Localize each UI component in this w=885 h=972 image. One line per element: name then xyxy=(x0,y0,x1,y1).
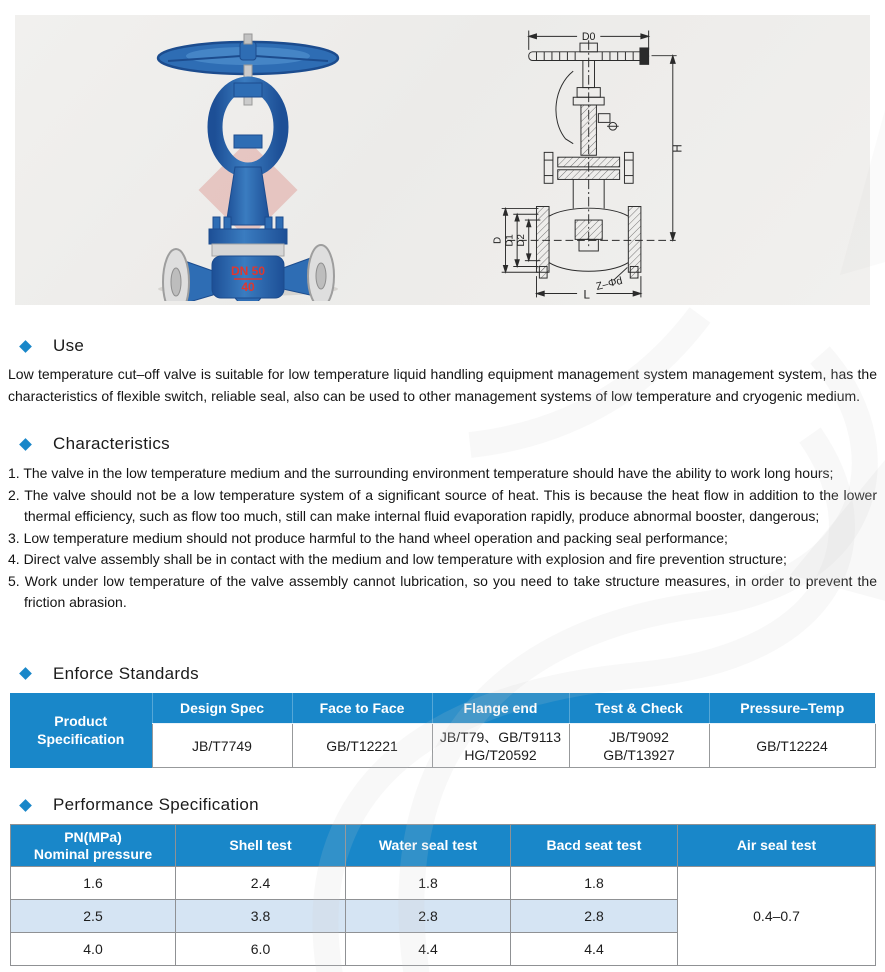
face-to-face-value: GB/T12221 xyxy=(292,724,432,768)
characteristic-item: 1. The valve in the low temperature medium and the surrounding environment temperature should have the ability to work long hours; xyxy=(8,465,834,481)
table-row xyxy=(11,867,876,900)
gland-band xyxy=(212,244,284,256)
enforce-header-row xyxy=(10,693,875,724)
performance-table xyxy=(10,824,876,966)
dim-label-d1: D1 xyxy=(504,234,516,247)
dim-label-d0: D0 xyxy=(581,31,596,44)
test-check-line1: JB/T9092 xyxy=(609,728,669,745)
bacd-seat-value: 1.8 xyxy=(511,867,678,900)
section-characteristics xyxy=(0,434,885,614)
water-seal-value: 1.8 xyxy=(346,867,511,900)
flange-end-line2: HG/T20592 xyxy=(464,746,537,763)
enforce-standards-header xyxy=(0,664,885,684)
dim-label-d2: D2 xyxy=(515,234,527,247)
pn-value: 2.5 xyxy=(11,900,176,933)
dim-label-h: H xyxy=(671,144,685,153)
pressure-temp-value: GB/T12224 xyxy=(709,724,875,768)
performance-header xyxy=(0,795,885,815)
characteristic-item: 3. Low temperature medium should not produce harmful to the hand wheel operation and packing seal performance; xyxy=(8,529,728,546)
col-header-test-check: Test & Check xyxy=(569,693,709,724)
characteristics-header xyxy=(0,434,885,454)
characteristic-item: 4. Direct valve assembly shall be in contact with the medium and low temperature with explosion and fire prevention structure; xyxy=(8,551,787,567)
dim-label-d: D xyxy=(492,236,504,244)
characteristic-item: 5. Work under low temperature of the valve assembly cannot lubrication, so you need to take structure measures, in order to prevent the friction abrasion. xyxy=(8,572,877,610)
bonnet-flange xyxy=(209,229,287,244)
shell-test-value: 2.4 xyxy=(176,867,346,900)
product-page xyxy=(0,15,885,966)
col-header-flange-end: Flange end xyxy=(432,693,569,724)
characteristics-title: Characteristics xyxy=(53,434,170,453)
diamond-bullet-icon xyxy=(19,340,32,353)
characteristics-list xyxy=(8,463,877,614)
shell-test-value: 3.8 xyxy=(176,900,346,933)
air-seal-value: 0.4–0.7 xyxy=(678,867,876,966)
col-header-design-spec: Design Spec xyxy=(152,693,292,724)
valve-technical-drawing xyxy=(480,17,708,309)
test-check-value xyxy=(569,724,709,768)
water-seal-value: 2.8 xyxy=(346,900,511,933)
diamond-bullet-icon xyxy=(19,438,32,451)
pn-value: 1.6 xyxy=(11,867,176,900)
col-header-air-seal-test: Air seal test xyxy=(678,825,876,867)
col-header-pn xyxy=(11,825,176,867)
size-label-top: DN 50 xyxy=(230,264,266,278)
section-enforce-standards xyxy=(0,664,885,769)
product-specification-cell: Product Specification xyxy=(10,693,152,768)
dim-label-l: L xyxy=(583,288,590,302)
section-use xyxy=(0,336,885,407)
pn-header-line1: PN(MPa) xyxy=(64,828,122,845)
flange-end-line1: JB/T79、GB/T9113 xyxy=(439,728,562,745)
characteristic-item: 2. The valve should not be a low temperature system of a significant source of heat. This is because the heat flow in addition to the lower thermal efficiency, such as flow too much, still can make internal fluid evaporation rapidly, produce abnormal booster, dangerous; xyxy=(8,486,877,524)
use-title: Use xyxy=(53,336,85,355)
water-seal-value: 4.4 xyxy=(346,933,511,966)
performance-title: Performance Specification xyxy=(53,795,259,814)
enforce-standards-title: Enforce Standards xyxy=(53,663,199,683)
col-header-bacd-seat-test: Bacd seat test xyxy=(511,825,678,867)
enforce-standards-table xyxy=(10,693,876,769)
product-images-banner xyxy=(15,15,870,305)
bacd-seat-value: 4.4 xyxy=(511,933,678,966)
diamond-bullet-icon xyxy=(19,667,32,680)
size-label-bottom: 40 xyxy=(241,280,255,294)
col-header-water-seal-test: Water seal test xyxy=(346,825,511,867)
col-header-pressure-temp: Pressure–Temp xyxy=(709,693,875,724)
diamond-bullet-icon xyxy=(19,799,32,812)
use-header xyxy=(0,336,885,356)
valve-photo xyxy=(123,25,373,301)
dim-label-bolt: Z–Φd xyxy=(594,274,624,293)
col-header-shell-test: Shell test xyxy=(176,825,346,867)
performance-header-row xyxy=(11,825,876,867)
pn-header-line2: Nominal pressure xyxy=(33,845,153,862)
use-description: Low temperature cut–off valve is suitable for low temperature liquid handling equipment management system management system, has the characteristics of flexible switch, reliable seal, also can be used to other management systems of low temperature and cryogenic medium. xyxy=(8,366,877,404)
col-header-face-to-face: Face to Face xyxy=(292,693,432,724)
shell-test-value: 6.0 xyxy=(176,933,346,966)
section-performance-specification xyxy=(0,795,885,966)
test-check-line2: GB/T13927 xyxy=(603,746,675,763)
bacd-seat-value: 2.8 xyxy=(511,900,678,933)
design-spec-value: JB/T7749 xyxy=(152,724,292,768)
pn-value: 4.0 xyxy=(11,933,176,966)
drawing-lines xyxy=(502,31,677,298)
flange-end-value xyxy=(432,724,569,768)
